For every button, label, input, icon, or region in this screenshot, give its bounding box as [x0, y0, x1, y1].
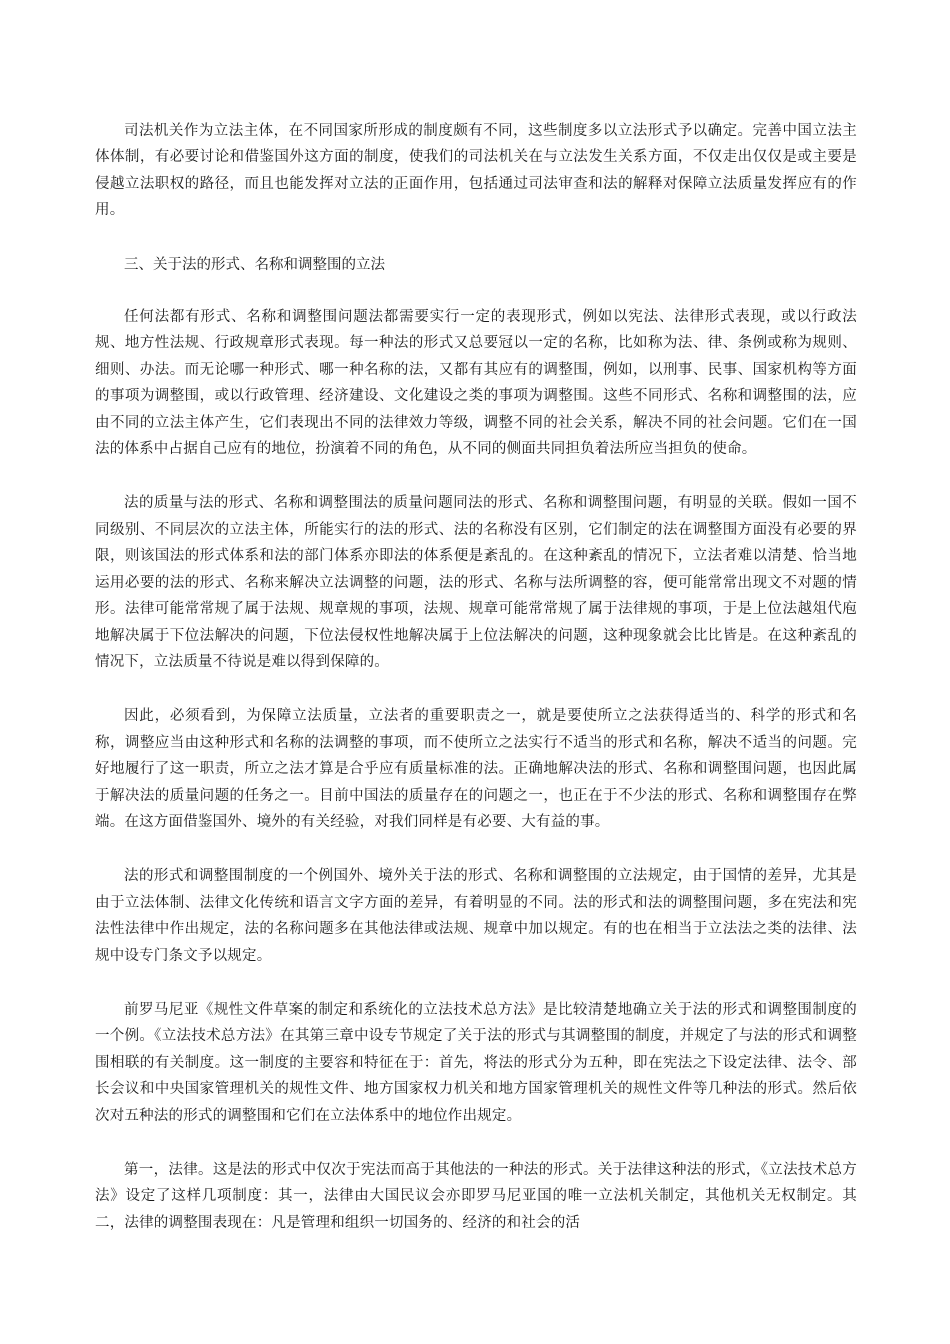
paragraph-judicial-legislation: 司法机关作为立法主体，在不同国家所形成的制度颇有不同，这些制度多以立法形式予以确定。完善中国立法主体体制，有必要讨论和借鉴国外这方面的制度，使我们的司法机关在与立法发生关系方面，不仅走出仅仅是或主要是侵越立法职权的路径，而且也能发挥对立法的正面作用，包括通过司法审查和法的解释对保障立法质量发挥应有的作用。	[95, 123, 857, 219]
paragraph-first-law: 第一，法律。这是法的形式中仅次于宪法而高于其他法的一种法的形式。关于法律这种法的形式，《立法技术总方法》设定了这样几项制度：其一，法律由大国民议会亦即罗马尼亚国的唯一立法机关制定，其他机关无权制定。其二，法律的调整围表现在：凡是管理和组织一切国务的、经济的和社会的活	[95, 1162, 857, 1231]
document-body	[95, 118, 857, 1264]
paragraph-legislator-duty: 因此，必须看到，为保障立法质量，立法者的重要职责之一，就是要使所立之法获得适当的、科学的形式和名称，调整应当由这种形式和名称的法调整的事项，而不使所立之法实行不适当的形式和名称，解决不适当的问题。完好地履行了这一职责，所立之法才算是合乎应有质量标准的法。正确地解决法的形式、名称和调整围问题，也因此属于解决法的质量问题的任务之一。目前中国法的质量存在的问题之一，也正在于不少法的形式、名称和调整围存在弊端。在这方面借鉴国外、境外的有关经验，对我们同样是有必要、大有益的事。	[95, 708, 857, 830]
paragraph-quality-relation: 法的质量与法的形式、名称和调整围法的质量问题同法的形式、名称和调整围问题，有明显的关联。假如一国不同级别、不同层次的立法主体，所能实行的法的形式、法的名称没有区别，它们制定的法在调整围方面没有必要的界限，则该国法的形式体系和法的部门体系亦即法的体系便是紊乱的。在这种紊乱的情况下，立法者难以清楚、恰当地运用必要的法的形式、名称来解决立法调整的问题，法的形式、名称与法所调整的容，便可能常常出现文不对题的情形。法律可能常常规了属于法规、规章规的事项，法规、规章可能常常规了属于法律规的事项，于是上位法越俎代庖地解决属于下位法解决的问题，下位法侵权性地解决属于上位法解决的问题，这种现象就会比比皆是。在这种紊乱的情况下，立法质量不待说是难以得到保障的。	[95, 495, 857, 670]
paragraph-form-name-scope: 任何法都有形式、名称和调整围问题法都需要实行一定的表现形式，例如以宪法、法律形式表现，或以行政法规、地方性法规、行政规章形式表现。每一种法的形式又总要冠以一定的名称，比如称为法、律、条例或称为规则、细则、办法。而无论哪一种形式、哪一种名称的法，又都有其应有的调整围，例如，以刑事、民事、国家机构等方面的事项为调整围，或以行政管理、经济建设、文化建设之类的事项为调整围。这些不同形式、名称和调整围的法，应由不同的立法主体产生，它们表现出不同的法律效力等级，调整不同的社会关系，解决不同的社会问题。它们在一国法的体系中占据自己应有的地位，扮演着不同的角色，从不同的侧面共同担负着法所应当担负的使命。	[95, 309, 857, 458]
section-heading: 三、关于法的形式、名称和调整围的立法	[124, 256, 385, 273]
paragraph-foreign-systems: 法的形式和调整围制度的一个例国外、境外关于法的形式、名称和调整围的立法规定，由于国情的差异，尤其是由于立法体制、法律文化传统和语言文字方面的差异，有着明显的不同。法的形式和法的调整围问题，多在宪法和宪法性法律中作出规定，法的名称问题多在其他法律或法规、规章中加以规定。有的也在相当于立法法之类的法律、法规中设专门条文予以规定。	[95, 868, 857, 964]
paragraph-romania-example: 前罗马尼亚《规性文件草案的制定和系统化的立法技术总方法》是比较清楚地确立关于法的形式和调整围制度的一个例。《立法技术总方法》在其第三章中设专节规定了关于法的形式与其调整围的制度，并规定了与法的形式和调整围相联的有关制度。这一制度的主要容和特征在于：首先，将法的形式分为五种，即在宪法之下设定法律、法令、部长会议和中央国家管理机关的规性文件、地方国家权力机关和地方国家管理机关的规性文件等几种法的形式。然后依次对五种法的形式的调整围和它们在立法体系中的地位作出规定。	[95, 1001, 857, 1124]
